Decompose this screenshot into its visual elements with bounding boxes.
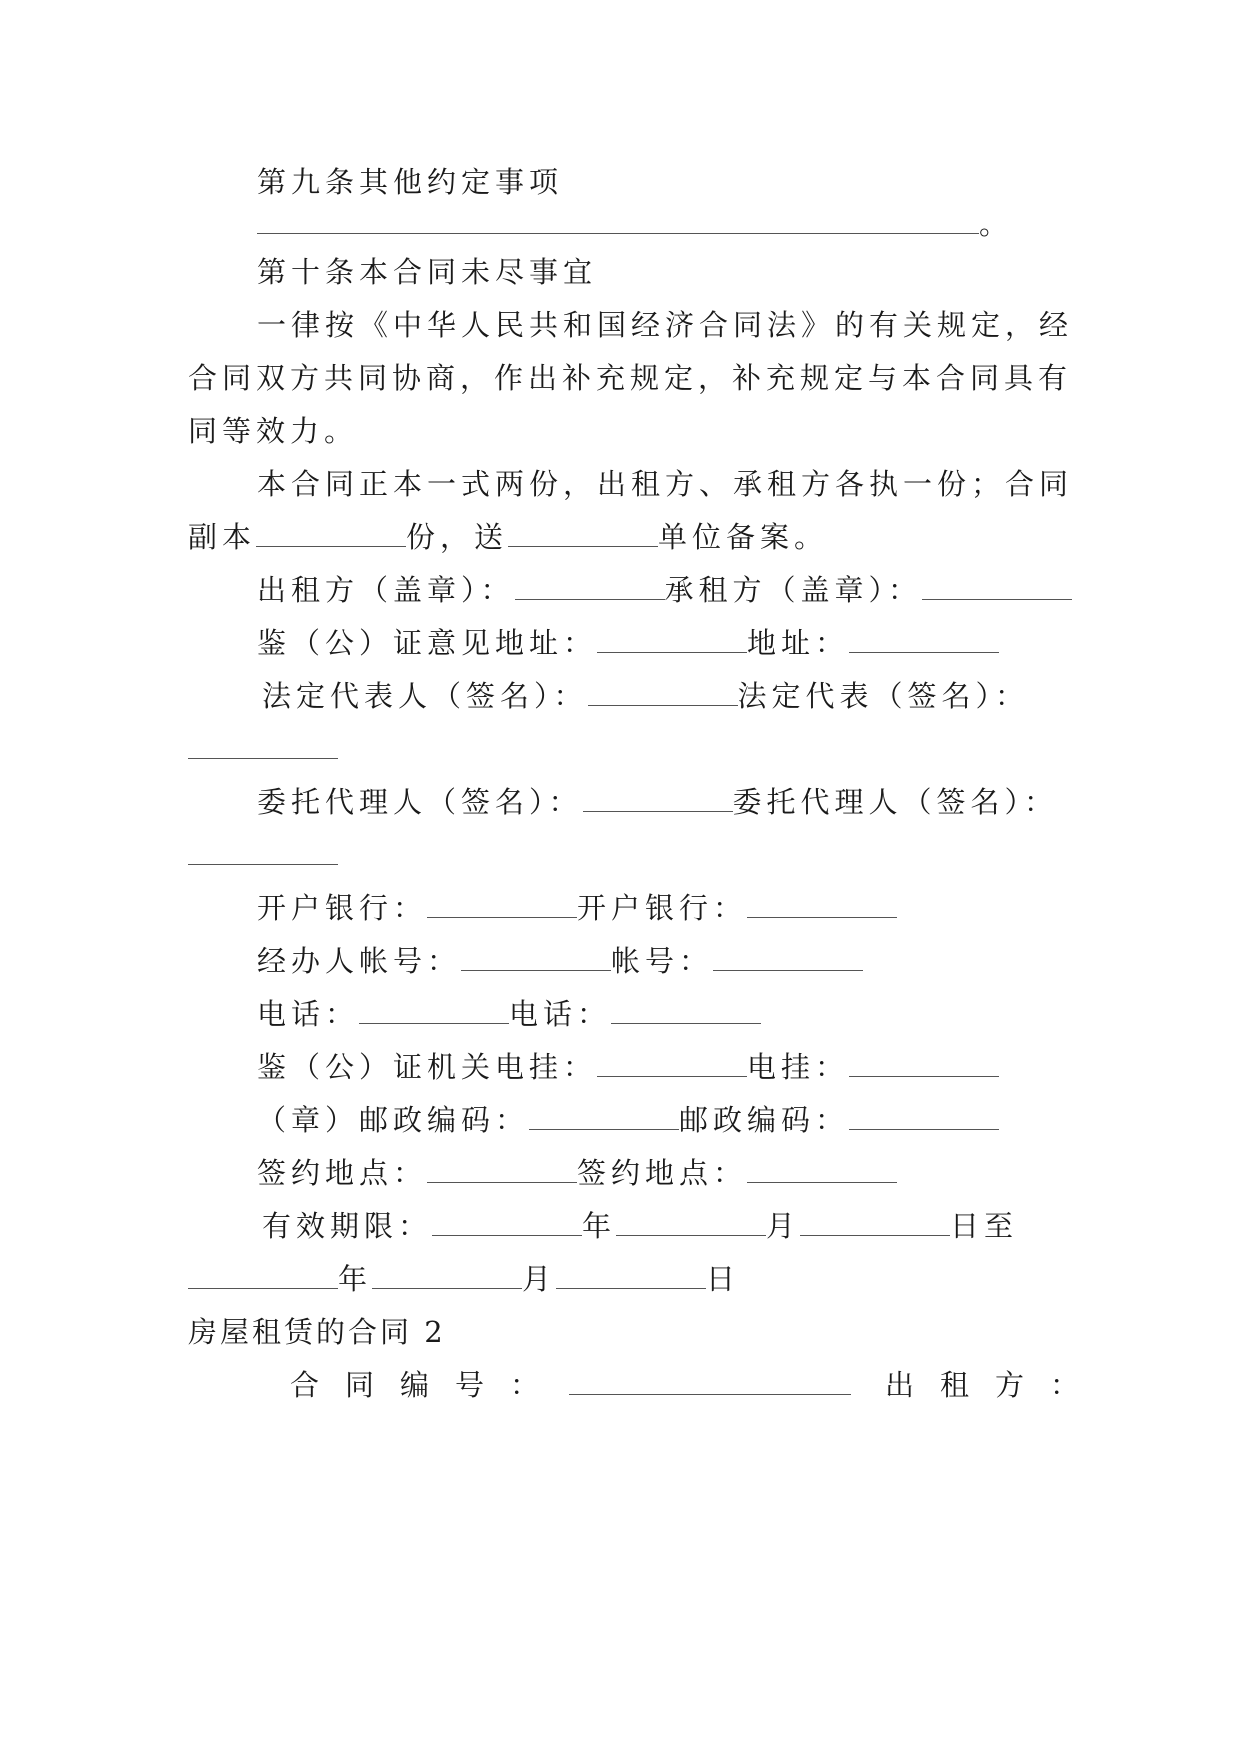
start-year-field[interactable] [432, 1207, 582, 1236]
bank-row: 开户银行： 开户银行： [257, 888, 897, 928]
telegraph-field[interactable] [849, 1048, 999, 1077]
place2-field[interactable] [747, 1154, 897, 1183]
legal-rep-continued [188, 729, 338, 769]
validity-row: 有效期限： 年 月 日至 [262, 1209, 1019, 1243]
agent-continued [188, 835, 338, 875]
handler-account-field[interactable] [461, 942, 611, 971]
contract-2-title: 房屋租赁的合同 2 [188, 1315, 446, 1349]
legal-rep2-field[interactable] [188, 730, 338, 759]
legal-rep-field[interactable] [588, 677, 738, 706]
lessee-seal-field[interactable] [922, 571, 1072, 600]
agent-field[interactable] [583, 783, 733, 812]
contract-number-field[interactable] [569, 1366, 851, 1395]
article-10-text-3: 同等效力。 [188, 414, 359, 448]
article-9-title: 第九条其他约定事项 [257, 165, 564, 199]
bank2-field[interactable] [747, 889, 897, 918]
blank-field[interactable] [257, 205, 979, 234]
lessor-seal-field[interactable] [515, 571, 665, 600]
legal-rep-row: 法定代表人（签名）： 法定代表（签名）： [262, 679, 1030, 713]
start-month-field[interactable] [616, 1207, 766, 1236]
agent-row: 委托代理人（签名）： 委托代理人（签名）： [257, 785, 1059, 819]
validity-end-row: 年 月 日 [188, 1259, 740, 1299]
copies-text-1: 本合同正本一式两份，出租方、承租方各执一份；合同 [257, 467, 1074, 501]
address-row: 鉴（公）证意见地址： 地址： [257, 623, 999, 663]
article-9-blank-line: 。 [257, 204, 1013, 244]
postcode-row: （章）邮政编码： 邮政编码： [257, 1100, 999, 1140]
seal-row: 出租方（盖章）： 承租方（盖章）： [257, 570, 1072, 610]
phone-row: 电话： 电话： [257, 994, 761, 1034]
start-day-field[interactable] [800, 1207, 950, 1236]
filing-unit-field[interactable] [508, 518, 658, 547]
copies-text-2: 副本 份，送 单位备案。 [188, 520, 829, 554]
end-month-field[interactable] [372, 1260, 522, 1289]
place-field[interactable] [427, 1154, 577, 1183]
address-field[interactable] [849, 624, 999, 653]
postcode-field[interactable] [529, 1101, 679, 1130]
contract-number-row: 合同编号： 出租方： [290, 1368, 1106, 1402]
article-10-title: 第十条本合同未尽事宜 [257, 255, 598, 289]
account-row: 经办人帐号： 帐号： [257, 941, 863, 981]
bank-field[interactable] [427, 889, 577, 918]
account-field[interactable] [713, 942, 863, 971]
postcode2-field[interactable] [849, 1101, 999, 1130]
place-row: 签约地点： 签约地点： [257, 1153, 897, 1193]
phone-field[interactable] [359, 995, 509, 1024]
end-day-field[interactable] [556, 1260, 706, 1289]
agent2-field[interactable] [188, 836, 338, 865]
notary-telegraph-field[interactable] [597, 1048, 747, 1077]
phone2-field[interactable] [611, 995, 761, 1024]
article-10-text-1: 一律按《中华人民共和国经济合同法》的有关规定，经 [257, 308, 1074, 342]
notary-address-field[interactable] [597, 624, 747, 653]
copies-count-field[interactable] [256, 518, 406, 547]
end-year-field[interactable] [188, 1260, 338, 1289]
telegraph-row: 鉴（公）证机关电挂： 电挂： [257, 1047, 999, 1087]
article-10-text-2: 合同双方共同协商，作出补充规定，补充规定与本合同具有 [188, 361, 1073, 395]
